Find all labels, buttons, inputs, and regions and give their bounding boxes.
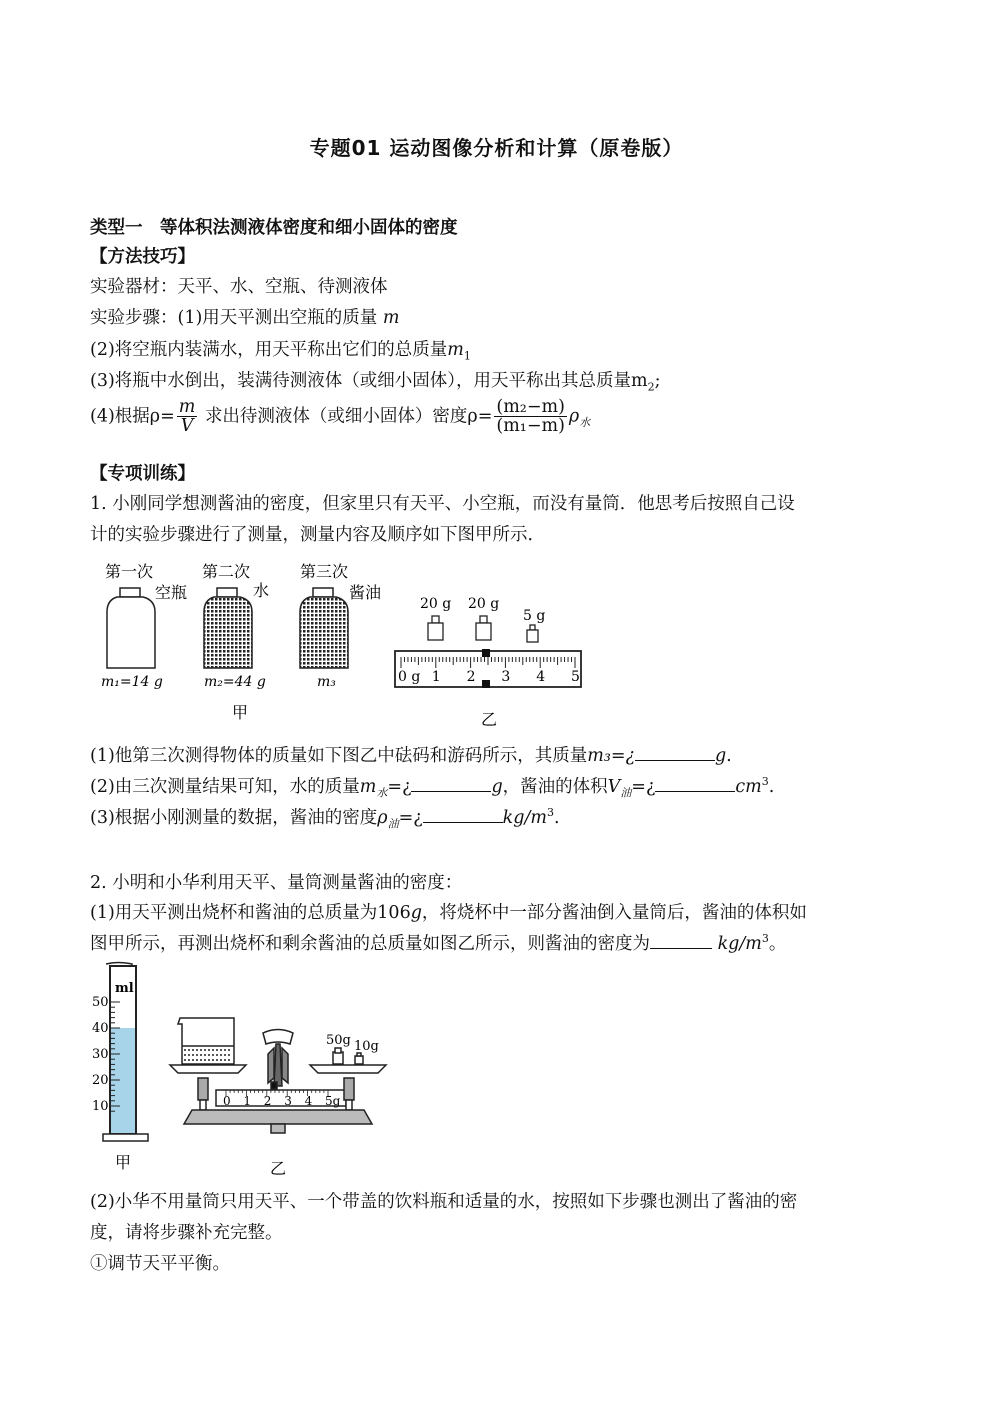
weight-20g-icon bbox=[428, 616, 443, 640]
q1-part-3-text: (3)根据小刚测量的数据，酱油的密度 bbox=[90, 808, 378, 828]
q2-caption-b: 乙 bbox=[270, 1159, 287, 1178]
weight-20g-icon bbox=[476, 616, 491, 640]
answer-blank[interactable] bbox=[650, 934, 712, 949]
oil-bottle-icon bbox=[300, 588, 348, 668]
step-3-sub: 2 bbox=[647, 380, 655, 394]
beam-scale-label: 4 bbox=[304, 1094, 313, 1108]
measuring-cylinder-icon bbox=[92, 963, 148, 1142]
q1-part-2-var: m bbox=[359, 777, 377, 797]
q1-weight-3-label: 5 g bbox=[523, 608, 546, 624]
equipment-line: 实验器材：天平、水、空瓶、待测液体 bbox=[90, 277, 388, 297]
step-4 bbox=[90, 398, 590, 436]
q2-intro: 2. 小明和小华利用天平、量筒测量酱油的密度： bbox=[90, 873, 463, 893]
q1-part-3-unit: kg/m bbox=[502, 808, 547, 828]
ruler-scale-label: 3 bbox=[501, 669, 511, 685]
q1-part-1-var: m₃=¿ bbox=[587, 746, 635, 766]
beam-scale-label: 2 bbox=[263, 1094, 272, 1108]
weight-5g-icon bbox=[527, 625, 538, 642]
density-fraction-den: V bbox=[180, 416, 194, 437]
q1-part-2-unit: g bbox=[491, 777, 503, 797]
cylinder-scale-label: 40 bbox=[92, 1021, 109, 1036]
q2-part-1-end: 。 bbox=[768, 934, 787, 954]
step-4-text: (4)根据ρ= bbox=[90, 406, 175, 427]
answer-blank[interactable] bbox=[635, 746, 715, 761]
q1-m1-label: m₁=14 g bbox=[101, 674, 163, 690]
q2-figure bbox=[88, 958, 398, 1180]
q1-m3-label: m₃ bbox=[317, 674, 336, 690]
q2-weight-10g-label: 10g bbox=[354, 1039, 379, 1054]
q2-part-1-line1 bbox=[90, 899, 807, 924]
q1-part-1-unit: g bbox=[714, 746, 727, 766]
cylinder-unit: ml bbox=[115, 981, 134, 996]
q1-text-line2: 计的实验步骤进行了测量，测量内容及顺序如下图甲所示． bbox=[90, 525, 545, 545]
answer-blank[interactable] bbox=[411, 777, 491, 792]
q1-figure bbox=[95, 558, 595, 730]
q1-bottle-oil-label: 酱油 bbox=[349, 583, 382, 602]
q1-part-1-text: (1)他第三次测得物体的质量如下图乙中砝码和游码所示，其质量 bbox=[90, 746, 588, 766]
q2-part-2-step1: ①调节天平平衡。 bbox=[90, 1254, 230, 1274]
beam-scale-label: 1 bbox=[243, 1094, 252, 1108]
q1-text-line1: 1. 小刚同学想测酱油的密度，但家里只有天平、小空瓶，而没有量筒．他思考后按照自己设 bbox=[90, 494, 795, 514]
q2-part-1-unit: kg/m bbox=[717, 934, 762, 954]
q2-part-1-line2-text: 图甲所示，再测出烧杯和剩余酱油的总质量如图乙所示，则酱油的密度为 bbox=[90, 934, 650, 954]
q1-label-first: 第一次 bbox=[105, 562, 154, 581]
training-heading: 【专项训练】 bbox=[90, 464, 195, 484]
type-heading: 类型一 等体积法测液体密度和细小固体的密度 bbox=[90, 218, 458, 238]
q2-part-1-g: g bbox=[410, 903, 422, 923]
q1-part-2-eq2: =¿ bbox=[631, 777, 656, 797]
q2-caption-a: 甲 bbox=[115, 1153, 132, 1172]
step-1 bbox=[90, 304, 399, 329]
q2-part-2-line2: 度，请将步骤补充完整。 bbox=[90, 1223, 283, 1243]
q1-part-3-var-sub: 油 bbox=[387, 817, 399, 831]
step-3 bbox=[90, 367, 661, 394]
step-3-suffix: ; bbox=[654, 371, 661, 391]
cylinder-scale-label: 20 bbox=[92, 1073, 109, 1088]
q2-part-1-text: (1)用天平测出烧杯和酱油的总质量为 bbox=[90, 903, 378, 923]
q1-part-2-var-sub: 水 bbox=[376, 786, 388, 800]
ruler-scale-label: 5 bbox=[571, 669, 580, 685]
q1-label-third: 第三次 bbox=[300, 562, 349, 581]
balance-icon bbox=[170, 1018, 386, 1133]
step-4-rho: ρ bbox=[568, 406, 580, 427]
q1-caption-a: 甲 bbox=[232, 703, 249, 722]
beam-scale-label: 5g bbox=[325, 1094, 341, 1108]
q1-part-2-text: (2)由三次测量结果可知，水的质量 bbox=[90, 777, 360, 797]
result-fraction-num: (m₂−m) bbox=[496, 397, 565, 417]
q1-part-2-unit2: cm bbox=[735, 777, 762, 797]
q1-label-second: 第二次 bbox=[202, 562, 251, 581]
water-bottle-icon bbox=[204, 588, 252, 668]
step-4-mid: 求出待测液体（或细小固体）密度ρ= bbox=[204, 406, 493, 427]
step-4-rho-sub: 水 bbox=[579, 415, 591, 429]
q1-caption-b: 乙 bbox=[481, 710, 498, 729]
step-1-var: m bbox=[382, 308, 400, 328]
page-title: 专题01 运动图像分析和计算（原卷版） bbox=[309, 136, 684, 160]
q1-m2-label: m₂=44 g bbox=[204, 674, 266, 690]
method-heading: 【方法技巧】 bbox=[90, 247, 195, 267]
density-fraction-num: m bbox=[178, 397, 196, 417]
ruler-scale-label: 2 bbox=[466, 669, 476, 685]
beam-scale-label: 0 bbox=[223, 1094, 231, 1108]
ruler-scale-label: 1 bbox=[431, 669, 441, 685]
step-1-text: 实验步骤：(1)用天平测出空瓶的质量 bbox=[90, 308, 378, 328]
cylinder-scale-label: 50 bbox=[92, 995, 109, 1010]
q1-part-1: (1)他第三次测得物体的质量如下图乙中砝码和游码所示，其质量m₃=¿ g. bbox=[90, 746, 732, 766]
density-fraction bbox=[177, 398, 198, 436]
q2-part-1-line2: 图甲所示，再测出烧杯和剩余酱油的总质量如图乙所示，则酱油的密度为 $kg/m^3$。 bbox=[90, 932, 787, 954]
q1-bottle-water-label: 水 bbox=[253, 581, 270, 600]
q1-part-2-var2: V bbox=[607, 777, 621, 797]
cylinder-scale-label: 30 bbox=[92, 1047, 109, 1062]
step-2-sub: 1 bbox=[463, 349, 471, 363]
q2-part-1-suffix: ，将烧杯中一部分酱油倒入量筒后，酱油的体积如 bbox=[421, 903, 807, 923]
result-fraction-den: (m₁−m) bbox=[496, 416, 565, 437]
step-2 bbox=[90, 336, 471, 363]
q1-bottle-empty-label: 空瓶 bbox=[155, 583, 188, 602]
rider-top bbox=[482, 649, 490, 657]
q1-part-3-eq: =¿ bbox=[398, 808, 423, 828]
q2-part-1-value: 106 bbox=[377, 903, 411, 923]
ruler-scale-label: 0 g bbox=[398, 669, 421, 685]
q1-weight-1-label: 20 g bbox=[420, 596, 452, 612]
q1-part-2: (2)由三次测量结果可知，水的质量$m_水=¿$ g，酱油的体积$V_油=¿$ $cm^3$. bbox=[90, 775, 775, 800]
step-2-text: (2)将空瓶内装满水，用天平称出它们的总质量 bbox=[90, 340, 448, 360]
step-3-var: m bbox=[631, 371, 648, 391]
beam-scale-label: 3 bbox=[284, 1094, 292, 1108]
cylinder-scale-label: 10 bbox=[92, 1099, 109, 1114]
empty-bottle-icon bbox=[107, 588, 155, 668]
balance-ruler bbox=[395, 649, 581, 688]
q1-part-3: (3)根据小刚测量的数据，酱油的密度$\rho_油=¿$ $kg/m^3$. bbox=[90, 806, 560, 831]
q1-part-3-var: ρ bbox=[377, 808, 388, 828]
q1-weight-2-label: 20 g bbox=[468, 596, 500, 612]
q1-part-2-mid: ，酱油的体积 bbox=[502, 777, 608, 797]
ruler-scale-label: 4 bbox=[536, 669, 546, 685]
answer-blank[interactable] bbox=[655, 777, 735, 792]
step-2-var: m bbox=[447, 340, 464, 360]
rider-bottom bbox=[482, 680, 490, 688]
answer-blank[interactable] bbox=[423, 808, 503, 823]
step-3-text: (3)将瓶中水倒出，装满待测液体（或细小固体），用天平称出其总质量 bbox=[90, 371, 632, 391]
q2-part-2-line1: (2)小华不用量筒只用天平、一个带盖的饮料瓶和适量的水，按照如下步骤也测出了酱油的密 bbox=[90, 1192, 798, 1212]
q1-part-2-eq: =¿ bbox=[387, 777, 412, 797]
q1-part-2-var2-sub: 油 bbox=[620, 786, 632, 800]
q2-weight-50g-label: 50g bbox=[326, 1033, 351, 1048]
result-fraction bbox=[494, 398, 567, 436]
